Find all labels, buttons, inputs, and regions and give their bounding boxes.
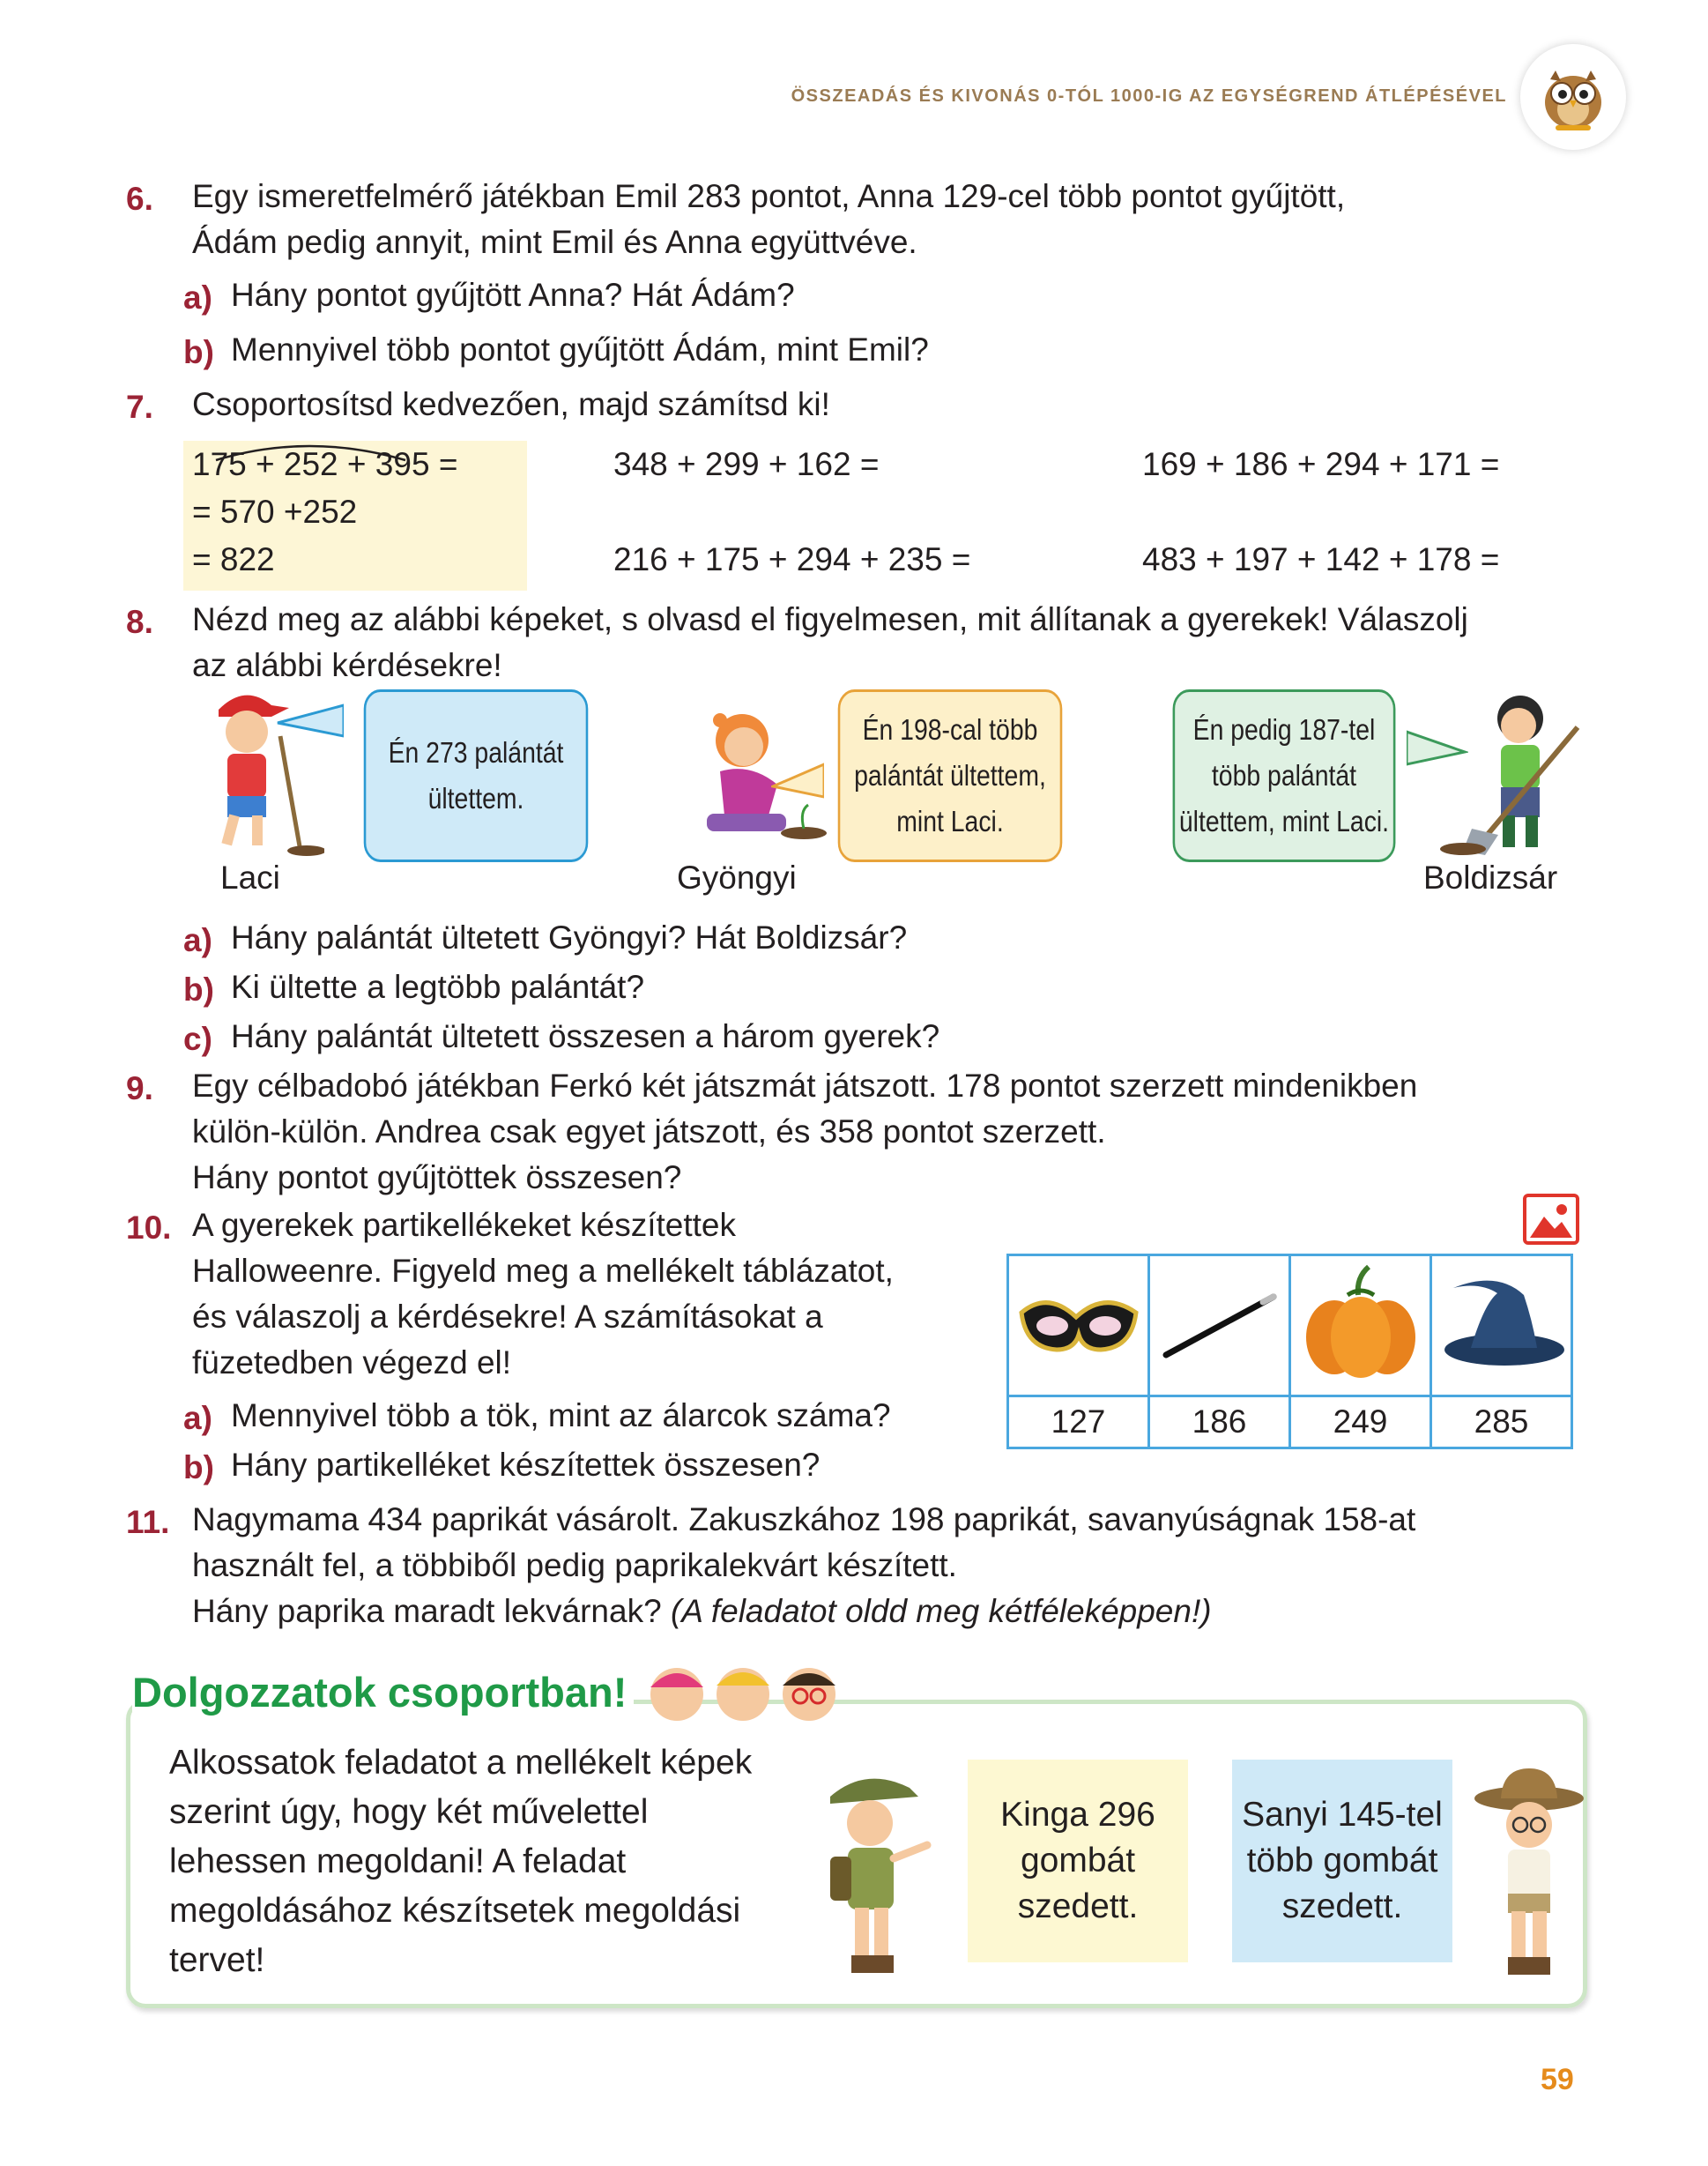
- example-line: 175 + 252 + 395 =: [192, 446, 458, 482]
- subtask-label: b): [183, 334, 214, 370]
- subtask-text: Hány palántát ültetett Gyöngyi? Hát Boldizsár?: [231, 919, 908, 956]
- mask-icon: [1013, 1277, 1145, 1366]
- task-number: 7.: [126, 389, 153, 425]
- wand-icon: [1154, 1277, 1286, 1366]
- bubble-tail: [273, 696, 344, 749]
- subtask-text: Ki ültette a legtöbb palántát?: [231, 969, 645, 1005]
- subtask-label: a): [183, 922, 212, 958]
- bubble-tail: [771, 760, 824, 804]
- task-text: Nagymama 434 paprikát vásárolt. Zakuszkához 198 paprikát, savanyúságnak 158-at: [192, 1501, 1416, 1537]
- question-text: Hány paprika maradt lekvárnak?: [192, 1593, 662, 1629]
- subtask-text: Hány partikelléket készítettek összesen?: [231, 1447, 821, 1483]
- girl-explorer-illustration: [813, 1761, 945, 1991]
- task-text: Egy ismeretfelmérő játékban Emil 283 pontot, Anna 129-cel több pontot gyűjtött,: [192, 178, 1346, 214]
- table-value: 285: [1431, 1396, 1572, 1448]
- task-text: külön-külön. Andrea csak egyet játszott, és 358 pontot szerzett.: [192, 1113, 1106, 1150]
- exercise: 169 + 186 + 294 + 171 =: [1142, 446, 1500, 482]
- hint-text: (A feladatot oldd meg kétféleképpen!): [670, 1593, 1212, 1629]
- task-text: füzetedben végezd el!: [192, 1344, 512, 1381]
- owl-icon: [1520, 44, 1626, 150]
- child-name: Boldizsár: [1423, 860, 1558, 896]
- image-icon[interactable]: [1523, 1194, 1579, 1245]
- example-line: = 570 +252: [192, 494, 358, 530]
- subtask-label: c): [183, 1021, 212, 1057]
- subtask-text: Hány palántát ültetett összesen a három gyerek?: [231, 1018, 940, 1054]
- hat-cell: [1431, 1255, 1572, 1396]
- task-number: 6.: [126, 181, 153, 217]
- example-line: = 822: [192, 541, 275, 577]
- laci-speech-bubble: Én 273 palántát ültettem.: [364, 689, 589, 862]
- exercise: 216 + 175 + 294 + 235 =: [613, 541, 971, 577]
- child-name: Gyöngyi: [677, 860, 797, 896]
- task-text: A gyerekek partikellékeket készítettek: [192, 1207, 736, 1243]
- task-number: 10.: [126, 1210, 172, 1246]
- table-value: 249: [1290, 1396, 1431, 1448]
- sanyi-note: Sanyi 145-tel több gombát szedett.: [1232, 1760, 1452, 1962]
- boldizsar-speech-bubble: Én pedig 187-tel több palántát ültettem, mint Laci.: [1173, 689, 1396, 862]
- task-text: Nézd meg az alábbi képeket, s olvasd el figyelmesen, mit állítanak a gyerekek! Válaszolj: [192, 601, 1468, 637]
- group-work-title: Dolgozzatok csoportban!: [132, 1668, 634, 1716]
- group-work-text: Alkossatok feladatot a mellékelt képek szerint úgy, hogy két művelettel lehessen megoldani! A feladat megoldásához készítsetek megoldási tervet!: [169, 1744, 753, 1979]
- wand-cell: [1149, 1255, 1290, 1396]
- task-text: és válaszolj a kérdésekre! A számításokat a: [192, 1299, 823, 1335]
- task-text: [192, 1589, 1212, 1634]
- running-header: ÖSSZEADÁS ÉS KIVONÁS 0-TÓL 1000-IG AZ EGYSÉGREND ÁTLÉPÉSÉVEL: [791, 86, 1507, 106]
- kinga-note: Kinga 296 gombát szedett.: [968, 1760, 1188, 1962]
- subtask-label: a): [183, 1400, 212, 1436]
- halloween-table: [1006, 1254, 1573, 1449]
- gyongyi-speech-bubble: Én 198-cal több palántát ültettem, mint Laci.: [838, 689, 1063, 862]
- subtask-text: Mennyivel több pontot gyűjtött Ádám, mint Emil?: [231, 331, 929, 368]
- children-faces-icon: [642, 1656, 844, 1726]
- subtask-text: Hány pontot gyűjtött Anna? Hát Ádám?: [231, 277, 795, 313]
- boy-explorer-illustration: [1467, 1761, 1591, 1991]
- table-value: 127: [1008, 1396, 1149, 1448]
- task-text: Csoportosítsd kedvezően, majd számítsd ki!: [192, 386, 830, 422]
- subtask-label: b): [183, 1449, 214, 1485]
- subtask-label: a): [183, 279, 212, 316]
- page-number: 59: [1541, 2063, 1574, 2096]
- task-text: Hány pontot gyűjtöttek összesen?: [192, 1159, 682, 1195]
- exercise: 483 + 197 + 142 + 178 =: [1142, 541, 1500, 577]
- child-name: Laci: [220, 860, 280, 896]
- task-number: 9.: [126, 1070, 153, 1106]
- exercise: 348 + 299 + 162 =: [613, 446, 880, 482]
- witch-hat-icon: [1436, 1269, 1568, 1374]
- task-text: Halloweenre. Figyeld meg a mellékelt táblázatot,: [192, 1253, 894, 1289]
- pumpkin-icon: [1295, 1260, 1427, 1383]
- task-text: az alábbi kérdésekre!: [192, 647, 502, 683]
- boy-digging-illustration: [1423, 683, 1591, 860]
- task-number: 11.: [126, 1504, 170, 1540]
- subtask-label: b): [183, 971, 214, 1008]
- table-value: 186: [1149, 1396, 1290, 1448]
- mask-cell: [1008, 1255, 1149, 1396]
- task-number: 8.: [126, 604, 153, 640]
- task-text: használt fel, a többiből pedig paprikalekvárt készített.: [192, 1547, 957, 1583]
- pumpkin-cell: [1290, 1255, 1431, 1396]
- task-text: Ádám pedig annyit, mint Emil és Anna együttvéve.: [192, 224, 917, 260]
- task-text: Egy célbadobó játékban Ferkó két játszmát játszott. 178 pontot szerzett mindenikben: [192, 1068, 1418, 1104]
- subtask-text: Mennyivel több a tök, mint az álarcok száma?: [231, 1397, 891, 1433]
